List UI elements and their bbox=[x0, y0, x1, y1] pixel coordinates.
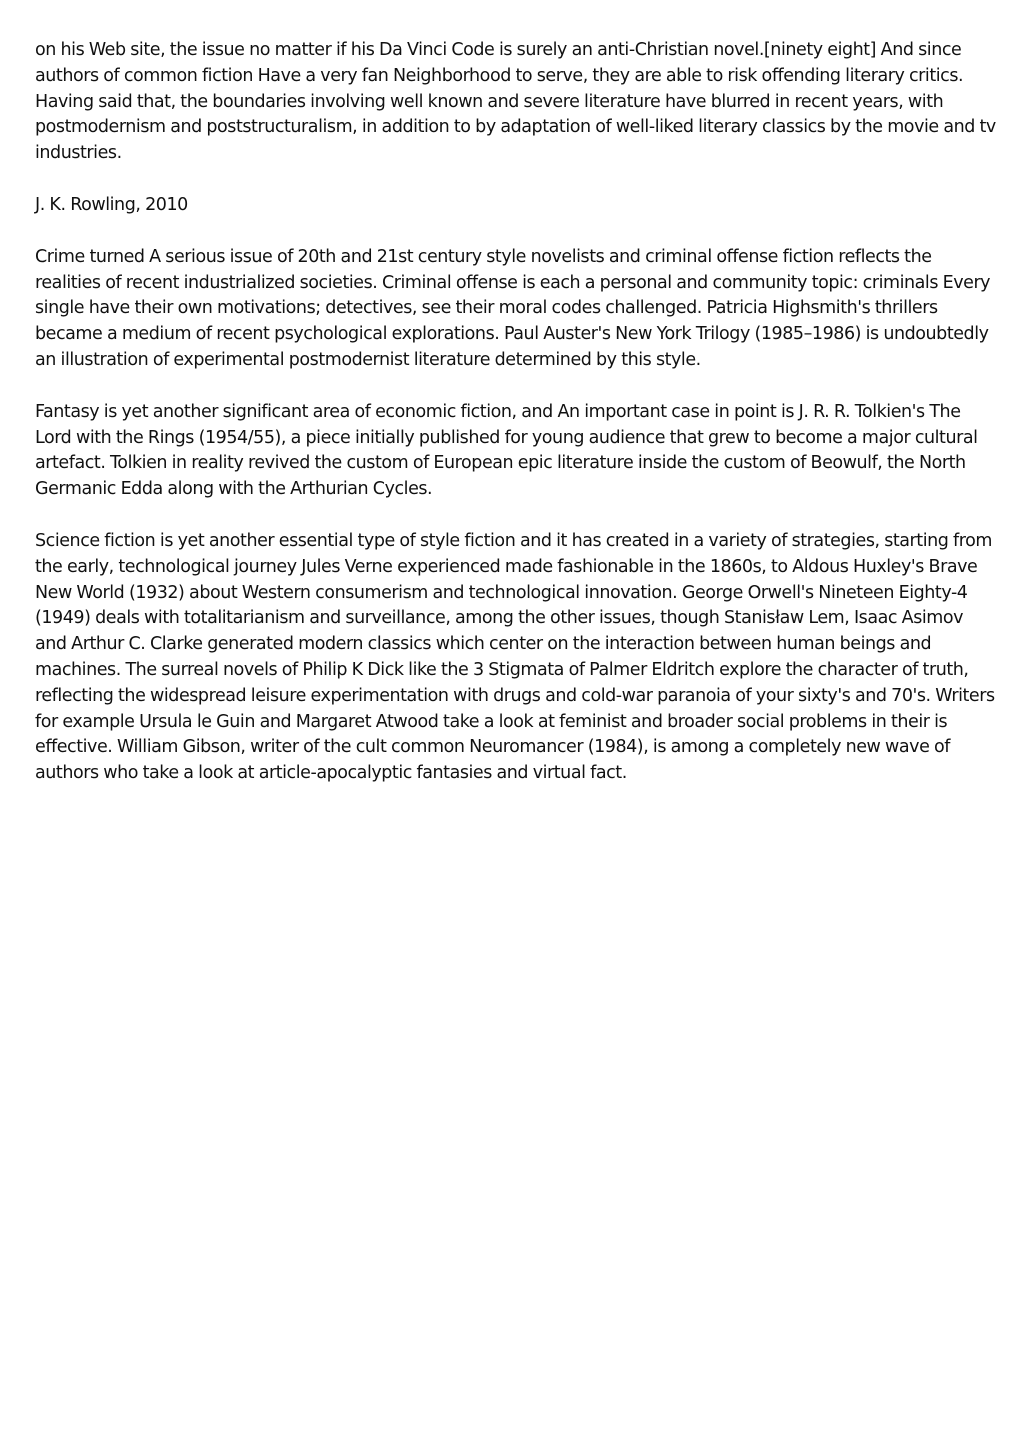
paragraph-rowling-caption: J. K. Rowling, 2010 bbox=[35, 194, 188, 215]
document-page bbox=[35, 38, 997, 813]
paragraph-fantasy: Fantasy is yet another significant area of economic fiction, and An important case in point is J. R. R. Tolkien's The Lord with the Rings (1954/55), a piece initially published for young audience that grew to become a major cultural artefact. Tolkien in reality revived the custom of European epic literature inside the custom of Beowulf, the North Germanic Edda along with the Arthurian Cycles. bbox=[35, 401, 978, 500]
paragraph-crime-fiction: Crime turned A serious issue of 20th and 21st century style novelists and criminal offense fiction reflects the realities of recent industrialized societies. Criminal offense is each a personal and community topic: criminals Every single have their own motivations; detectives, see their moral codes challenged. Patricia Highsmith's thrillers became a medium of recent psychological explorations. Paul Auster's New York Trilogy (1985–1986) is undoubtedly an illustration of experimental postmodernist literature determined by this style. bbox=[35, 246, 991, 370]
paragraph-web-site: on his Web site, the issue no matter if his Da Vinci Code is surely an anti-Christian novel.[ninety eight] And since authors of common fiction Have a very fan Neighborhood to serve, they are able to risk offending literary critics. Having said that, the boundaries involving well known and severe literature have blurred in recent years, with postmodernism and poststructuralism, in addition to by adaptation of well-liked literary classics by the movie and tv industries. bbox=[35, 40, 996, 164]
paragraph-science-fiction: Science fiction is yet another essential type of style fiction and it has created in a variety of strategies, starting from the early, technological journey Jules Verne experienced made fashionable in the 1860s, to Aldous Huxley's Brave New World (1932) about Western consumerism and technological innovation. George Orwell's Nineteen Eighty-4 (1949) deals with totalitarianism and surveillance, among the other issues, though Stanisław Lem, Isaac Asimov and Arthur C. Clarke generated modern classics which center on the interaction between human beings and machines. The surreal novels of Philip K Dick like the 3 Stigmata of Palmer Eldritch explore the character of truth, reflecting the widespread leisure experimentation with drugs and cold-war paranoia of your sixty's and 70's. Writers for example Ursula le Guin and Margaret Atwood take a look at feminist and broader social problems in their is effective. William Gibson, writer of the cult common Neuromancer (1984), is among a completely new wave of authors who take a look at article-apocalyptic fantasies and virtual fact. bbox=[35, 530, 995, 784]
